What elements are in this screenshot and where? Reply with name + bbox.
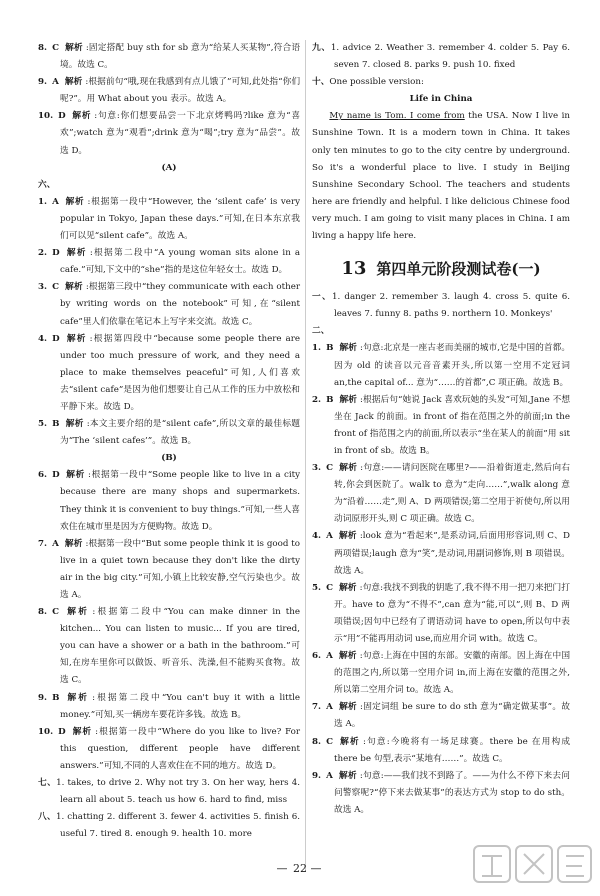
item-answer: D [52,333,60,344]
section-label: 一、 [312,292,333,303]
item-number: 8. [38,607,48,618]
item-number: 6. [312,651,322,662]
answer-item [38,279,300,330]
item-answer: C [52,607,59,618]
item-answer: B [52,692,60,703]
answer-item [38,108,300,159]
page-number: — 22 — [276,862,324,875]
item-number: 9. [38,77,48,88]
answer-item [312,580,570,648]
answer-item [38,604,300,689]
answer-item [38,40,300,74]
item-label: 解析 [64,77,83,88]
item-number: 10. [38,111,54,122]
section-label: 九、 [312,43,331,53]
essay-underlined: My name is Tom. I come from [329,111,465,122]
answer-item [312,734,570,768]
item-text: :根据第二段中“You can't buy it with a little money.”可知,买一辆房车要花许多钱。故选 B。 [60,692,300,720]
item-label: 解析 [71,111,92,122]
item-number: 8. [38,43,48,53]
answer-item [312,768,570,819]
item-number: 3. [312,463,322,474]
unit-title [312,259,570,279]
section-text: 1. chatting 2. different 3. fewer 4. activities 5. finish 6. useful 7. tired 8. enough 9. health 10. more [55,812,301,840]
item-answer: C [52,43,59,53]
section-9 [312,40,570,74]
answer-item [312,460,570,528]
item-number: 2. [312,394,322,405]
item-answer: A [326,702,333,713]
item-text: :句意:——我们找不到路了。——为什么不停下来去问问警察呢?“停下来去做某事”的表达方式为 stop to do sth。故选 A。 [334,770,570,815]
item-number: 7. [312,702,322,713]
item-number: 6. [38,470,48,481]
item-label: 解析 [339,463,358,474]
section-label: 十、 [312,77,330,88]
section-text: 1. danger 2. remember 3. laugh 4. cross 5. quite 6. leaves 7. funny 8. paths 9. northern 10. Monkeys' [332,292,571,320]
item-answer: A [326,531,333,542]
item-number: 10. [38,726,54,737]
part-b-heading: (B) [161,453,177,464]
item-text: :根据第一段中“However, the ‘silent cafe’ is very popular in Tokyo, Japan these days.”可知,在日本东京我们可以见“silent cafe”。故选 A。 [60,196,301,242]
section-10 [312,74,570,91]
item-text: :根据第一段中“Some people like to live in a city because there are many shops and supermarkets. They think it is convenient to buy things.”可知,一些人喜欢住在城市里是因为方便购物。故选 D。 [60,470,301,532]
item-answer: D [52,248,60,259]
item-number: 2. [38,248,48,259]
answer-item [312,528,570,579]
item-number: 4. [312,531,322,542]
item-label: 解析 [338,702,357,713]
item-text: :根据第一段中“Where do you like to live? For this question, different people have different answers.”可知,不同的人喜欢住在不同的地方。故选 D。 [60,726,301,771]
item-answer: A [326,651,333,662]
item-answer: A [326,770,333,781]
item-answer: C [52,282,59,293]
item-answer: C [326,463,333,474]
item-number: 9. [312,770,322,781]
item-label: 解析 [64,538,83,549]
section-7 [38,775,300,809]
item-text: :根据第二段中“A young woman sits alone in a cafe.”可知,下文中的“she”指的是这位年轻女士。故选 D。 [60,248,301,276]
item-label: 解析 [338,770,357,781]
essay-text: the USA. Now I live in Sunshine Town. It is a modern town in China. It takes only ten minutes to go to the city centre by underground. So it's a wonderful place to live. I study in Beijing Sunshine Secondary School. The teachers and students here are friendly and helpful. I like delicious Chinese food very much. I am going to visit many places in China. I am living a happy life here. [312,111,570,242]
item-answer: D [58,111,66,122]
unit-title-text: 第四单元阶段测试卷(一) [376,260,541,279]
item-number: 9. [38,692,48,703]
section-text: 1. takes, to drive 2. Why not try 3. On her way, hers 4. learn all about 5. teach us how 6. hard to find, miss [56,778,300,806]
page-number-text: 22 [293,862,307,875]
right-column [312,40,570,819]
answer-item [38,536,300,604]
section-label: 八、 [38,812,56,823]
item-answer: B [52,419,60,430]
answer-item [312,392,570,460]
item-text: :根据第三段中“they communicate with each other by writing words on the notebook”可知,在“silent cafe”里人们依靠在笔记本上写字来交流。故选 C。 [60,282,300,327]
item-number: 5. [312,582,322,593]
answer-item [38,690,300,724]
answer-item [38,467,300,535]
part-a-heading: (A) [161,162,177,173]
item-label: 解析 [338,651,357,662]
item-label: 解析 [71,726,93,737]
item-label: 解析 [65,333,87,344]
item-number: 3. [38,282,48,293]
item-text: :根据第一段中“But some people think it is good to live in a quiet town because they don't like the dirty air in the big city.”可知,小镇上比较安静,空气污染也少。故选 A。 [60,538,301,600]
item-label: 解析 [65,607,90,618]
item-number: 4. [38,333,48,344]
item-label: 解析 [65,282,83,293]
item-text: :句意:——请问医院在哪里?——沿着街道走,然后向右转,你会到医院了。walk to 意为“走向……”,walk along 意为“沿着……走”,则 A、D 两项错误;第二空用于祈使句,所以用动词原形开头,则 C 项正确。故选 C。 [334,463,570,525]
item-text: :固定词组 be sure to do sth 意为“确定做某事”。故选 A。 [334,702,570,730]
essay-title: Life in China [409,94,473,105]
item-text: :look 意为“看起来”,是系动词,后面用形容词,则 C、D 两项错误;laugh 意为“笑”,是动词,用副词修饰,则 B 项错误。故选 A。 [334,531,571,576]
item-text: :根据第二段中“You can make dinner in the kitchen... You can listen to music... If you are tired, you can have a shower or a bath in the bathroom.”可知,在房车里你可以做饭、听音乐、洗澡,但不能购买食物。故选 C。 [60,607,301,686]
answer-item [38,416,300,450]
item-number: 8. [312,736,322,747]
item-text: :句意:我找不到我的钥匙了,我不得不用一把刀来把门打开。have to 意为“不得不”,can 意为“能,可以”,则 B、D 两项错误;因句中已经有了谓语动词 have to open,所以句中表示“用”不能再用动词 use,而应用介词 with。故选 C。 [334,582,570,644]
watermark-logo [470,840,595,892]
item-number: 1. [312,343,322,354]
answer-item [38,331,300,416]
item-label: 解析 [339,343,357,354]
section-1 [312,289,570,323]
section-text: One possible version: [329,77,424,88]
item-text: :句意:上海在中国的东部。安徽的南部。因上海在中国的范围之内,所以第一空用介词 in,而上海在安徽的范围之外,所以第二空用介词 to。故选 A。 [334,651,571,696]
item-text: :句意:北京是一座古老而美丽的城市,它是中国的首都。因为 old 的读音以元音音素开头,所以第一空用不定冠词 an,the capital of... 意为“……的首都”,C 项正确。故选 B。 [334,343,571,388]
item-label: 解析 [65,692,90,703]
item-answer: C [326,582,333,593]
column-divider [305,40,306,870]
item-label: 解析 [339,582,357,593]
answer-item [38,245,300,279]
item-answer: A [52,77,59,88]
left-column [38,40,300,843]
essay-body [312,108,570,245]
item-answer: A [52,196,59,207]
item-answer: D [58,726,66,737]
item-label: 解析 [65,248,87,259]
section-6-label: 六、 [38,179,56,190]
section-text: 1. advice 2. Weather 3. remember 4. colder 5. Pay 6. seven 7. closed 8. parks 9. push 10. fixed [330,43,570,71]
item-label: 解析 [339,736,360,747]
item-text: :句意:今晚将有一场足球赛。there be 在用构成 there be 句型,表示“某地有……”。故选 C。 [334,736,571,764]
item-label: 解析 [65,470,85,481]
item-text: :根据前句“哦,现在我感到有点儿饿了”可知,此处指“你们呢?”。用 What about you 表示。故选 A。 [60,77,301,105]
section-2-label: 二、 [312,326,330,337]
item-answer: C [326,736,333,747]
section-label: 七、 [38,778,57,789]
item-number: 1. [38,196,48,207]
item-text: :句意:你们想要品尝一下北京烤鸭吗?like 意为“喜欢”;watch 意为“观看”;drink 意为“喝”;try 意为“品尝”。故选 D。 [60,111,301,156]
item-label: 解析 [338,531,357,542]
answer-item [38,724,300,775]
answer-item [312,340,570,391]
item-answer: B [326,394,334,405]
answer-item [38,194,300,245]
item-label: 解析 [65,43,83,53]
unit-number: 13 [341,258,367,280]
item-text: :固定搭配 buy sth for sb 意为“给某人买某物”,符合语境。故选 C。 [60,43,301,71]
item-label: 解析 [64,196,85,207]
answer-item [312,648,570,699]
item-text: :根据后句“她说 Jack 喜欢玩她的头发”可知,Jane 不想坐在 Jack 的前面。in front of 指在范围之外的前面;in the front of 指范围之内的前面,所以表示“坐在某人的前面”用 sit in front of sb。故选 B。 [334,394,571,456]
answer-item [312,699,570,733]
section-8 [38,809,300,843]
item-number: 7. [38,538,48,549]
item-answer: A [52,538,59,549]
item-number: 5. [38,419,48,430]
item-label: 解析 [65,419,84,430]
answer-item [38,74,300,108]
item-text: :根据第四段中“because some people there are under too much pressure of work, and they need a place to make themselves peaceful”可知,人们喜欢去“silent cafe”是因为他们想要让自己从工作的压力中放松和平静下来。故选 D。 [60,333,300,412]
item-text: :本文主要介绍的是“silent cafe”,所以文章的最佳标题为“The ‘silent cafes’”。故选 B。 [60,419,300,447]
item-answer: B [326,343,334,354]
item-answer: D [52,470,60,481]
item-label: 解析 [339,394,357,405]
